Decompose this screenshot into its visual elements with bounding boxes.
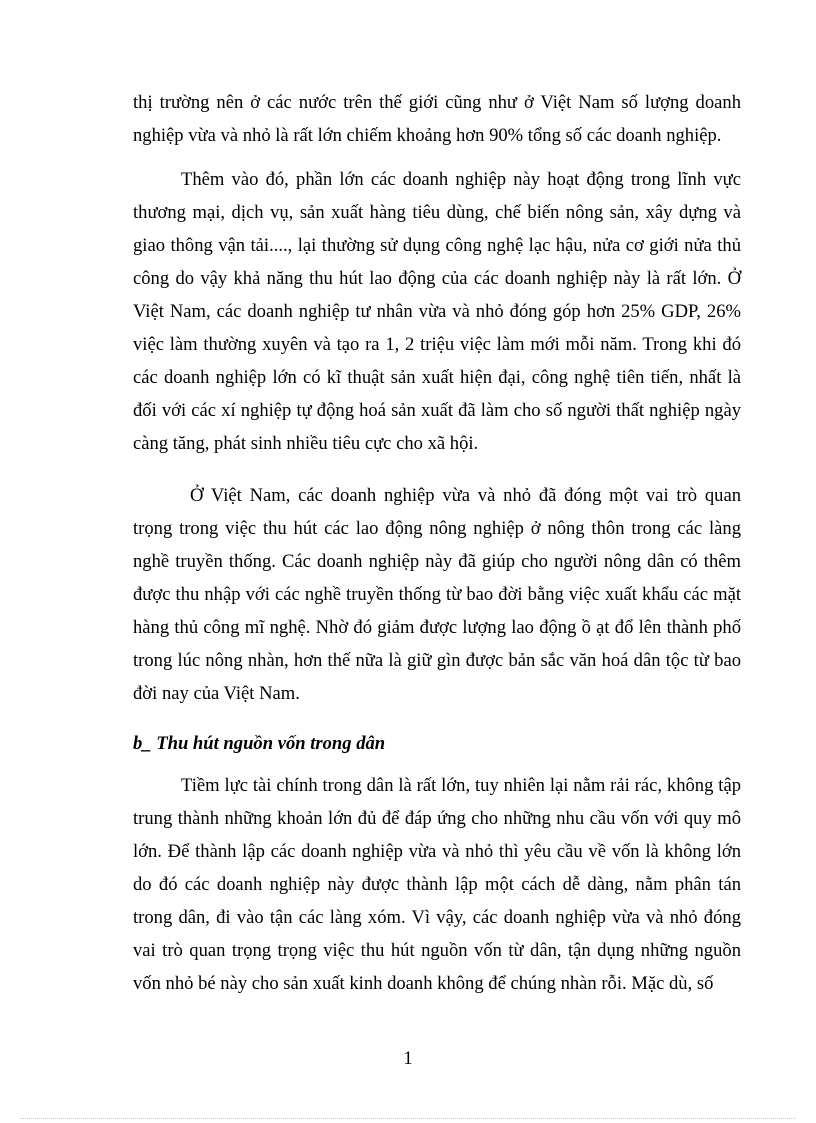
page-bottom-divider xyxy=(20,1118,796,1119)
text-line: trọng trong việc thu hút các lao động nông nghiệp ở nông thôn trong các làng xyxy=(133,518,741,539)
text-line: vốn nhỏ bé này cho sản xuất kinh doanh không để chúng nhàn rỗi. Mặc dù, số xyxy=(133,973,714,994)
text-line: hàng thủ công mĩ nghệ. Nhờ đó giảm được lượng lao động ồ ạt đổ lên thành phố xyxy=(133,617,741,638)
text-line: công do vậy khả năng thu hút lao động của các doanh nghiệp này là rất lớn. Ở xyxy=(133,268,741,289)
text-line: nghề truyền thống. Các doanh nghiệp này đã giúp cho người nông dân có thêm xyxy=(133,551,741,572)
page-number: 1 xyxy=(403,1048,413,1069)
text-line: trong lúc nông nhàn, hơn thế nữa là giữ gìn được bản sắc văn hoá dân tộc từ bao xyxy=(133,650,741,671)
text-line: đời nay của Việt Nam. xyxy=(133,683,300,704)
paragraph-1 xyxy=(133,86,741,152)
text-line: Tiềm lực tài chính trong dân là rất lớn, tuy nhiên lại nằm rải rác, không tập xyxy=(181,775,741,796)
text-line: Việt Nam, các doanh nghiệp tư nhân vừa và nhỏ đóng góp hơn 25% GDP, 26% xyxy=(133,301,741,322)
text-line: Thêm vào đó, phần lớn các doanh nghiệp này hoạt động trong lĩnh vực xyxy=(181,169,741,190)
text-line: lớn. Để thành lập các doanh nghiệp vừa và nhỏ thì yêu cầu về vốn là không lớn xyxy=(133,841,741,862)
text-line: vai trò quan trọng trọng việc thu hút nguồn vốn từ dân, tận dụng những nguồn xyxy=(133,940,741,961)
text-line: càng tăng, phát sinh nhiều tiêu cực cho xã hội. xyxy=(133,433,479,454)
text-line: đối với các xí nghiệp tự động hoá sản xuất đã làm cho số người thất nghiệp ngày xyxy=(133,400,741,421)
paragraph-4 xyxy=(133,769,741,1000)
text-line: việc làm thường xuyên và tạo ra 1, 2 triệu việc làm mới mỗi năm. Trong khi đó xyxy=(133,334,741,355)
text-line: trung thành những khoản lớn đủ để đáp ứng cho những nhu cầu vốn với quy mô xyxy=(133,808,741,829)
text-line: do đó các doanh nghiệp này được thành lập một cách dễ dàng, nằm phân tán xyxy=(133,874,741,895)
paragraph-3 xyxy=(133,479,741,710)
text-line: trong dân, đi vào tận các làng xóm. Vì vậy, các doanh nghiệp vừa và nhỏ đóng xyxy=(133,907,741,928)
text-line: Ở Việt Nam, các doanh nghiệp vừa và nhỏ đã đóng một vai trò quan xyxy=(190,485,741,506)
text-line: các doanh nghiệp lớn có kĩ thuật sản xuất hiện đại, công nghệ tiên tiến, nhất là xyxy=(133,367,741,388)
section-heading: b_ Thu hút nguồn vốn trong dân xyxy=(133,733,386,754)
text-line: nghiệp vừa và nhỏ là rất lớn chiếm khoảng hơn 90% tổng số các doanh nghiệp. xyxy=(133,125,722,146)
paragraph-2 xyxy=(133,163,741,460)
text-line: thị trường nên ở các nước trên thế giới cũng như ở Việt Nam số lượng doanh xyxy=(133,92,741,113)
text-line: giao thông vận tải...., lại thường sử dụng công nghệ lạc hậu, nửa cơ giới nửa thủ xyxy=(133,235,741,256)
text-line: thương mại, dịch vụ, sản xuất hàng tiêu dùng, chế biến nông sản, xây dựng và xyxy=(133,202,741,223)
text-line: được thu nhập với các nghề truyền thống từ bao đời bằng việc xuất khẩu các mặt xyxy=(133,584,741,605)
